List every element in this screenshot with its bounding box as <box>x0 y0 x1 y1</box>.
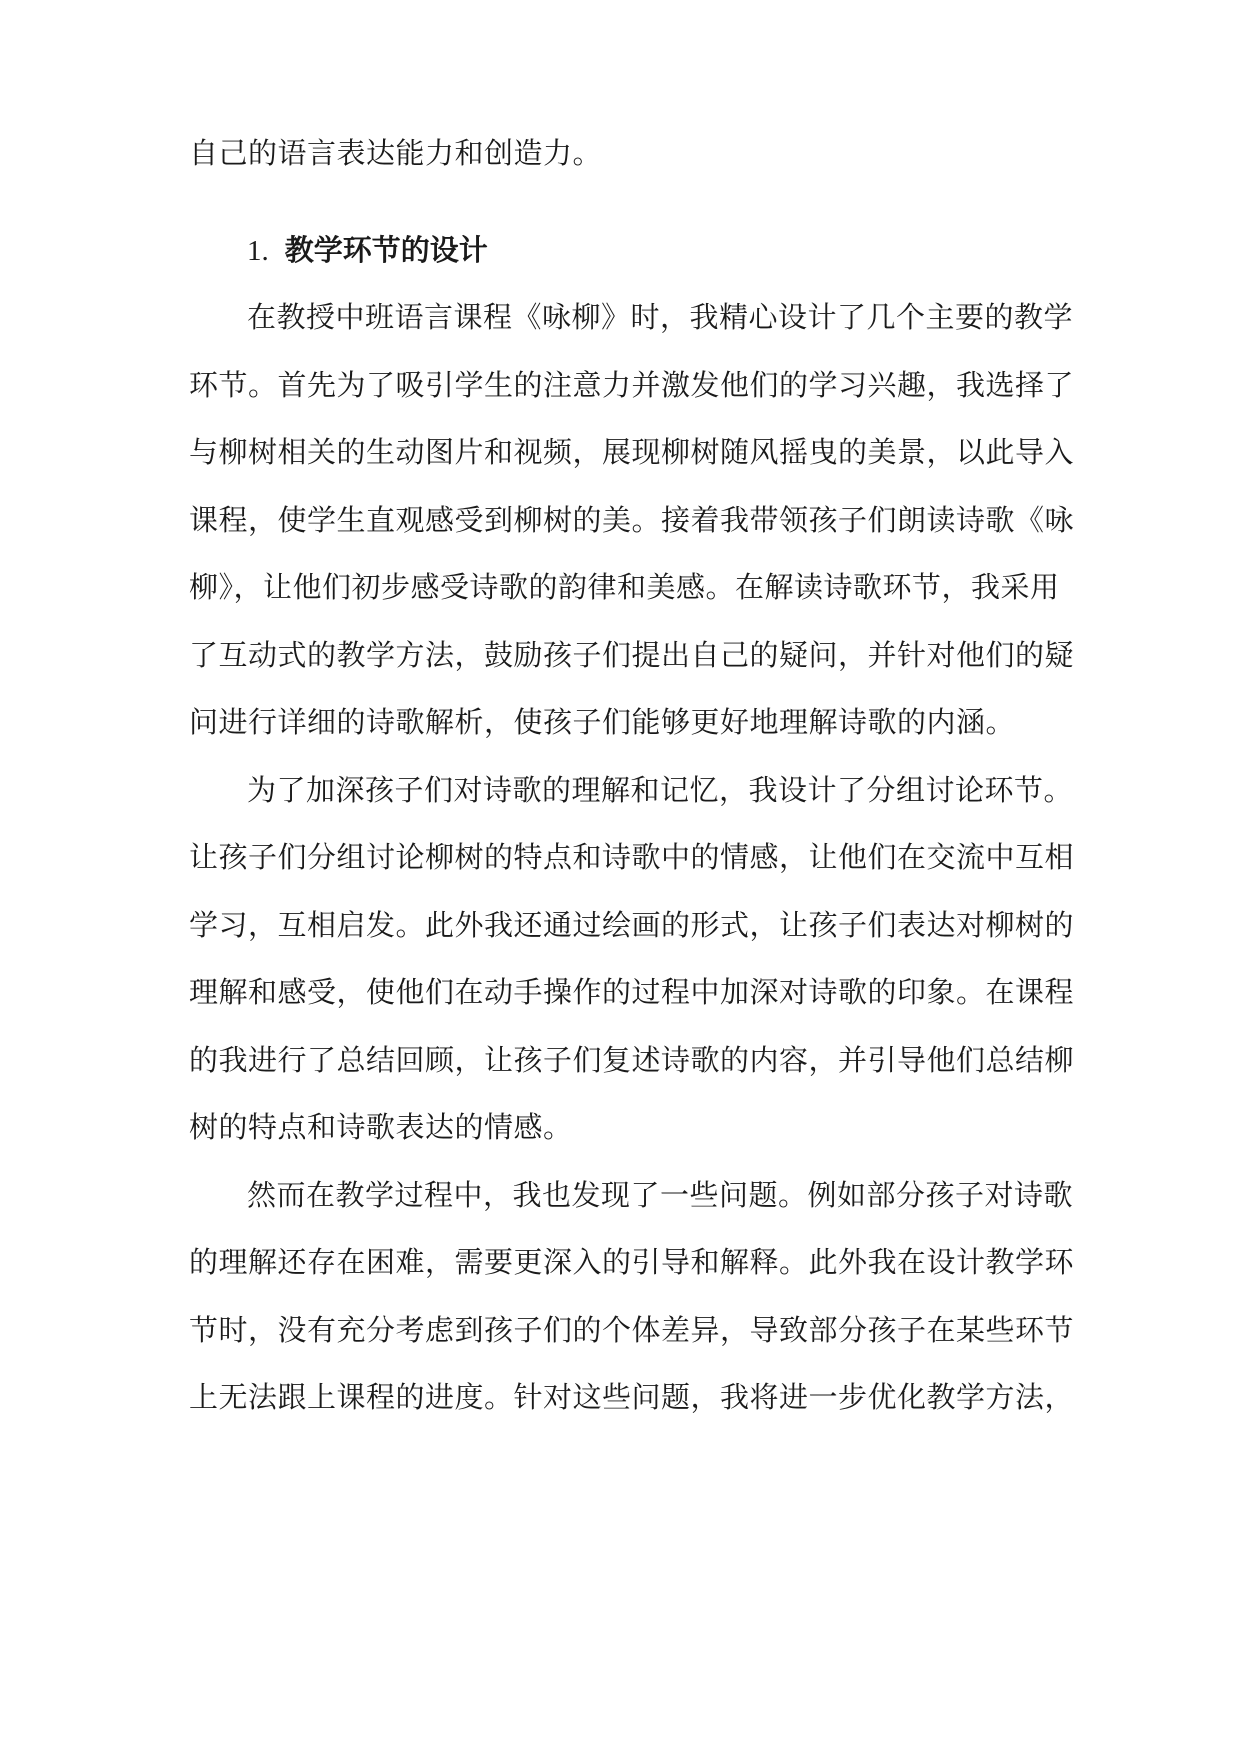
paragraph-line: 柳》，让他们初步感受诗歌的韵律和美感。在解读诗歌环节，我采用 <box>189 570 1060 604</box>
section-heading <box>247 230 488 271</box>
paragraph-line: 然而在教学过程中，我也发现了一些问题。例如部分孩子对诗歌 <box>247 1178 1074 1212</box>
paragraph-line: 在教授中班语言课程《咏柳》时，我精心设计了几个主要的教学 <box>247 300 1074 334</box>
paragraph-line: 树的特点和诗歌表达的情感。 <box>189 1110 573 1144</box>
paragraph-line: 环节。首先为了吸引学生的注意力并激发他们的学习兴趣，我选择了 <box>189 368 1075 402</box>
paragraph-line: 的理解还存在困难，需要更深入的引导和解释。此外我在设计教学环 <box>189 1245 1075 1279</box>
paragraph-line: 与柳树相关的生动图片和视频，展现柳树随风摇曳的美景，以此导入 <box>189 435 1075 469</box>
paragraph-line: 理解和感受，使他们在动手操作的过程中加深对诗歌的印象。在课程 <box>189 975 1075 1009</box>
paragraph-line: 为了加深孩子们对诗歌的理解和记忆，我设计了分组讨论环节。 <box>247 773 1074 807</box>
paragraph-line: 的我进行了总结回顾，让孩子们复述诗歌的内容，并引导他们总结柳 <box>189 1043 1075 1077</box>
paragraph-line: 节时，没有充分考虑到孩子们的个体差异，导致部分孩子在某些环节 <box>189 1313 1075 1347</box>
paragraph-line: 让孩子们分组讨论柳树的特点和诗歌中的情感，让他们在交流中互相 <box>189 840 1075 874</box>
paragraph-line: 问进行详细的诗歌解析，使孩子们能够更好地理解诗歌的内涵。 <box>189 705 1016 739</box>
section-title: 教学环节的设计 <box>284 233 488 267</box>
section-number: 1. <box>247 235 269 267</box>
paragraph-line: 上无法跟上课程的进度。针对这些问题，我将进一步优化教学方法， <box>189 1380 1075 1414</box>
paragraph-line: 了互动式的教学方法，鼓励孩子们提出自己的疑问，并针对他们的疑 <box>189 638 1075 672</box>
paragraph-line: 课程，使学生直观感受到柳树的美。接着我带领孩子们朗读诗歌《咏 <box>189 503 1075 537</box>
paragraph-line: 学习，互相启发。此外我还通过绘画的形式，让孩子们表达对柳树的 <box>189 908 1075 942</box>
text-line: 自己的语言表达能力和创造力。 <box>189 136 603 170</box>
